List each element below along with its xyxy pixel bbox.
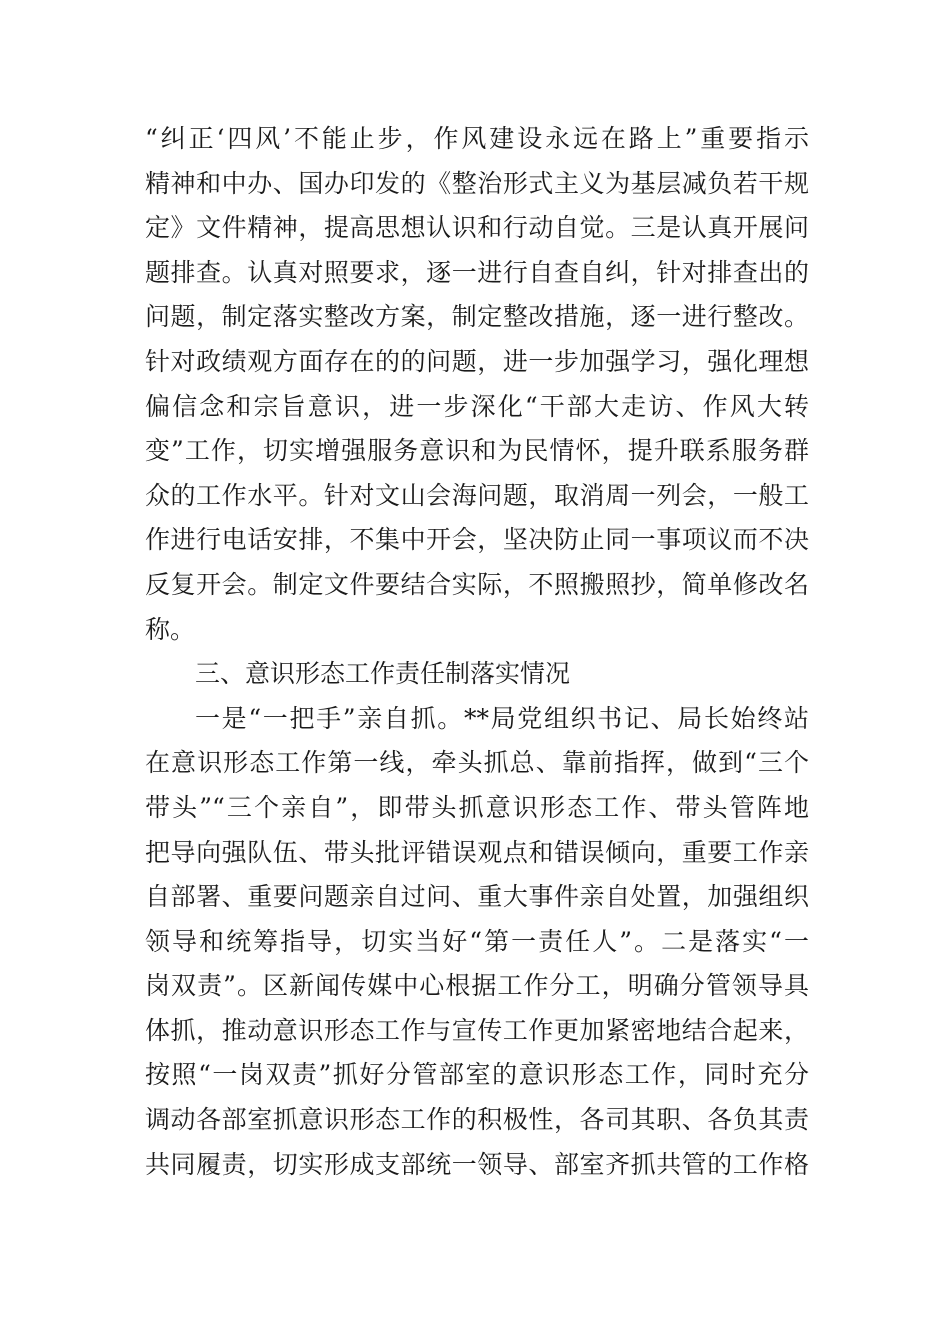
body-line-9: 众的工作水平。针对文山会海问题，取消周一列会，一般工 — [145, 480, 809, 510]
body-line-15: 在意识形态工作第一线，牵头抓总、靠前指挥，做到“三个 — [145, 748, 809, 778]
body-line-5: 问题，制定落实整改方案，制定整改措施，逐一进行整改。 — [145, 302, 809, 332]
body-line-23: 调动各部室抓意识形态工作的积极性，各司其职、各负其责 — [145, 1105, 809, 1135]
body-line-19: 领导和统筹指导，切实当好“第一责任人”。二是落实“一 — [145, 926, 809, 956]
body-line-18: 自部署、重要问题亲自过问、重大事件亲自处置，加强组织 — [145, 882, 809, 912]
body-line-11: 反复开会。制定文件要结合实际，不照搬照抄，简单修改名 — [145, 569, 809, 599]
body-line-8: 变”工作，切实增强服务意识和为民情怀，提升联系服务群 — [145, 436, 809, 466]
body-line-6: 针对政绩观方面存在的的问题，进一步加强学习，强化理想 — [145, 346, 809, 376]
body-line-1: “纠正‘四风’不能止步，作风建设永远在路上”重要指示 — [145, 124, 809, 153]
body-line-21: 体抓，推动意识形态工作与宣传工作更加紧密地结合起来， — [145, 1015, 809, 1045]
body-line-12: 称。 — [145, 614, 196, 644]
body-line-14: 一是“一把手”亲自抓。**局党组织书记、局长始终站 — [195, 703, 809, 733]
section-heading: 三、意识形态工作责任制落实情况 — [195, 659, 571, 689]
body-line-22: 按照“一岗双责”抓好分管部室的意识形态工作，同时充分 — [145, 1060, 809, 1090]
body-line-24: 共同履责，切实形成支部统一领导、部室齐抓共管的工作格 — [145, 1149, 809, 1179]
body-line-10: 作进行电话安排，不集中开会，坚决防止同一事项议而不决 — [145, 525, 809, 555]
body-line-2: 精神和中办、国办印发的《整治形式主义为基层减负若干规 — [145, 168, 809, 198]
body-line-16: 带头”“三个亲自”，即带头抓意识形态工作、带头管阵地 — [145, 792, 809, 822]
body-line-4: 题排查。认真对照要求，逐一进行自查自纠，针对排查出的 — [145, 257, 809, 287]
body-line-7: 偏信念和宗旨意识，进一步深化“干部大走访、作风大转 — [145, 391, 809, 421]
body-line-17: 把导向强队伍、带头批评错误观点和错误倾向，重要工作亲 — [145, 837, 809, 867]
document-body — [145, 117, 809, 1187]
body-line-3: 定》文件精神，提高思想认识和行动自觉。三是认真开展问 — [145, 213, 809, 243]
body-line-20: 岗双责”。区新闻传媒中心根据工作分工，明确分管领导具 — [145, 971, 809, 1001]
